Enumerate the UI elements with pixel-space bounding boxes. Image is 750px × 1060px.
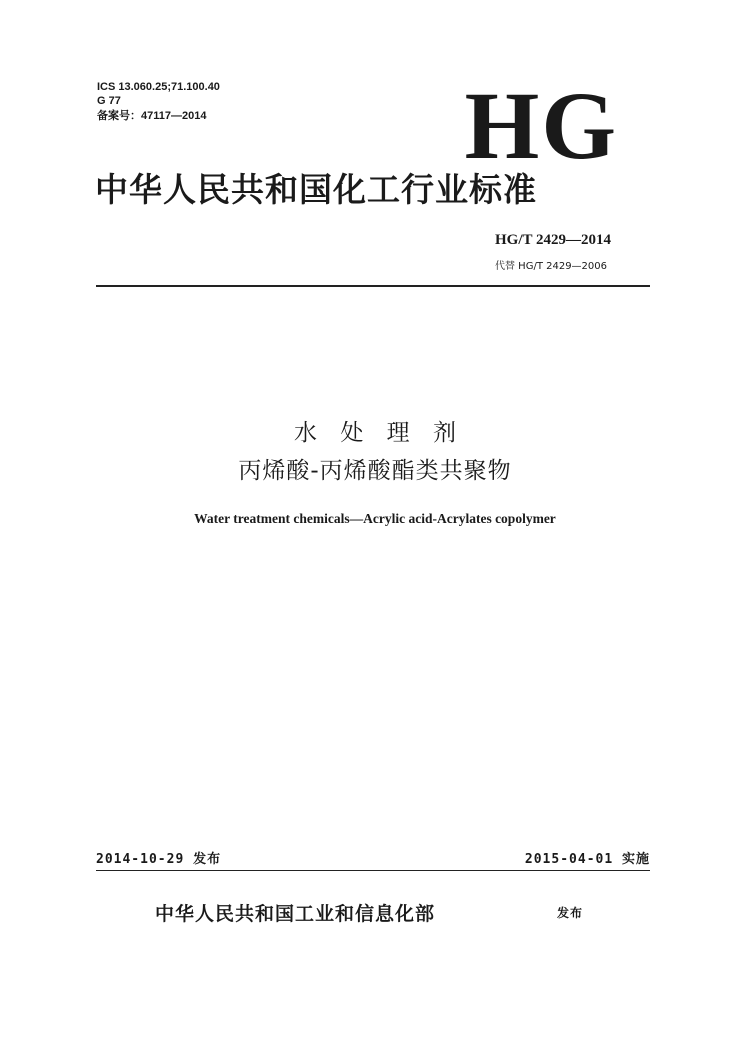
replaces-standard: 代替 HG/T 2429—2006 [495,261,608,272]
hg-logo: HG [464,72,618,179]
document-title-cn-line1: 水 处 理 剂 [294,420,464,446]
standard-code: HG/T 2429—2014 [495,232,611,248]
document-title-en: Water treatment chemicals—Acrylic acid-Acrylates copolymer [194,511,556,526]
publish-date: 2014-10-29 发布 [96,852,222,867]
issuer-name: 中华人民共和国工业和信息化部 [155,903,436,925]
gb-classification: G 77 [97,95,121,107]
document-title-cn-line2: 丙烯酸-丙烯酸酯类共聚物 [238,458,512,484]
header-divider [96,285,650,287]
standard-title: 中华人民共和国化工行业标准 [95,170,537,209]
ics-code: ICS 13.060.25;71.100.40 [97,81,220,93]
issuer-suffix: 发布 [557,906,584,920]
implement-date: 2015-04-01 实施 [524,852,650,867]
footer-divider [96,870,650,871]
record-number: 备案号：47117—2014 [97,110,207,122]
